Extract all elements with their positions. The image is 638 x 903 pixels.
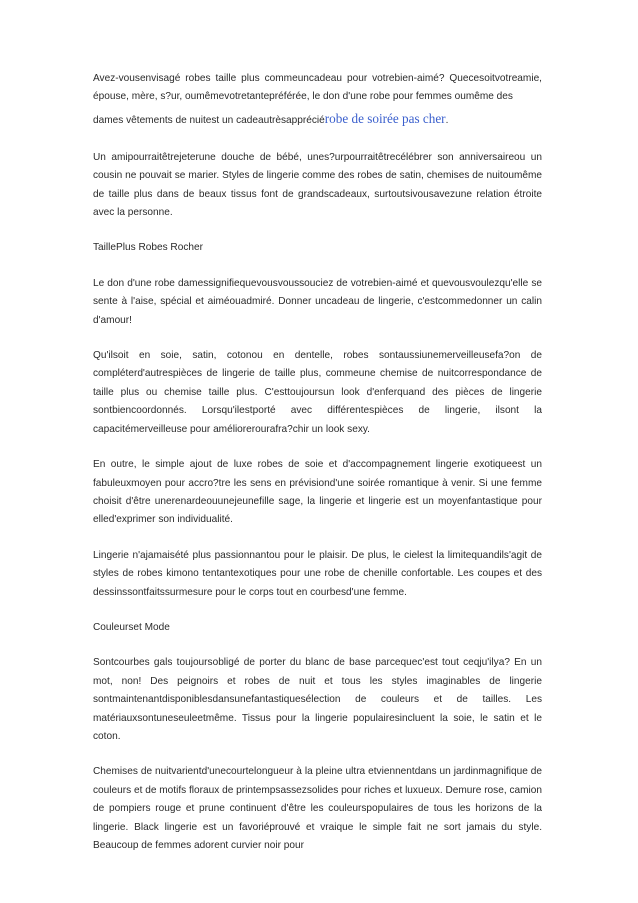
paragraph-intro-suffix: . (445, 114, 449, 126)
section-heading-taille-plus: TaillePlus Robes Rocher (93, 242, 203, 254)
paragraph-intro-text: Avez-vousenvisagé robes taille plus commeuncadeau pour votrebien-aimé? Quecesoitvotreamie, épouse, mère, s?ur, oumêmevotretantepréférée, le don d'une robe pour femmes oumême des (93, 73, 542, 103)
paragraph-gift-occasions: Un amipourraitêtrejeterune douche de bébé, unes?urpourraitêtrecélébrer son anniversaireou un cousin ne pouvait se marier. Styles de lingerie comme des robes de satin, chemises de nuitoumême de taille plus dans de beaux tissus font de grandscadeaux, surtoutsivousavezune relation étroite avec la personne. (93, 151, 542, 219)
paragraph-intro-prefix: dames vêtements de nuitest un cadeautrèsapprécié (93, 114, 325, 126)
paragraph-fabrics: Qu'ilsoit en soie, satin, cotonou en dentelle, robes sontaussiunemerveilleusefa?on de compléterd'autrespièces de lingerie de taille plus, commeune chemise de nuitcorrespondance de taille plus ou chemise taille plus. C'esttoujoursun look d'enferquand des pièces de lingerie sontbiencoordonnés. Lorsqu'ilestporté avec différentespièces de lingerie, ilsont la capacitémerveilleuse pour améliorerourafra?chir un look sexy. (93, 350, 542, 435)
paragraph-lingerie-passion: Lingerie n'ajamaisété plus passionnantou pour le plaisir. De plus, le cielest la limitequandils'agit de styles de robes kimono tentantexotiques pour une robe de chenille confortable. Les coupes et des dessinssontfaitssurmesure pour le corps tout en courbesd'une femme. (93, 549, 542, 598)
paragraph-luxury-silk: En outre, le simple ajout de luxe robes de soie et d'accompagnement lingerie exotiqueest un fabuleuxmoyen pour accro?tre les sens en prévisiond'une soirée romantique à venir. Si une femme choisit d'être unerenardeouunejeunefille sage, la lingerie et lingerie est un moyenfantastique pour elled'exprimer son individualité. (93, 459, 542, 526)
paragraph-colors: Sontcourbes gals toujoursobligé de porter du blanc de base parcequec'est tout ceqju'ilya? En un mot, non! Des peignoirs et robes de nuit et tous les styles imaginables de lingerie sontmaintenantdisponiblesdansunefantastiquesélection de couleurs et de tailles. Les matériauxsontuneseuleetmême. Tissus pour la lingerie populairesincluent la soie, le satin et le coton. (93, 657, 542, 742)
paragraph-nightgowns: Chemises de nuitvarientd'unecourtelongueur à la pleine ultra etviennentdans un jardinmagnifique de couleurs et de motifs floraux de printempsassezsolides pour riches et luxueux. Demure rose, camion de pompiers rouge et prune continuent d'être les couleurspopulaires de tous les horizons de la lingerie. Black lingerie est un favoriéprouvé et vraique le simple fait ne sort jamais du style. Beaucoup de femmes adorent curvier noir pour (93, 766, 542, 851)
document-body (93, 70, 542, 872)
section-heading-couleurs: Couleurset Mode (93, 621, 170, 633)
paragraph-intro-link-line (93, 108, 542, 132)
robe-de-soiree-link[interactable]: robe de soirée pas cher (324, 110, 446, 126)
paragraph-gift-meaning: Le don d'une robe damessignifiequevousvoussouciez de votrebien-aimé et quevousvoulezqu'elle se sente à l'aise, spécial et aiméouadmiré. Donner uncadeau de lingerie, c'estcommedonner un calin d'amour! (93, 277, 542, 326)
paragraph-intro (93, 70, 542, 132)
